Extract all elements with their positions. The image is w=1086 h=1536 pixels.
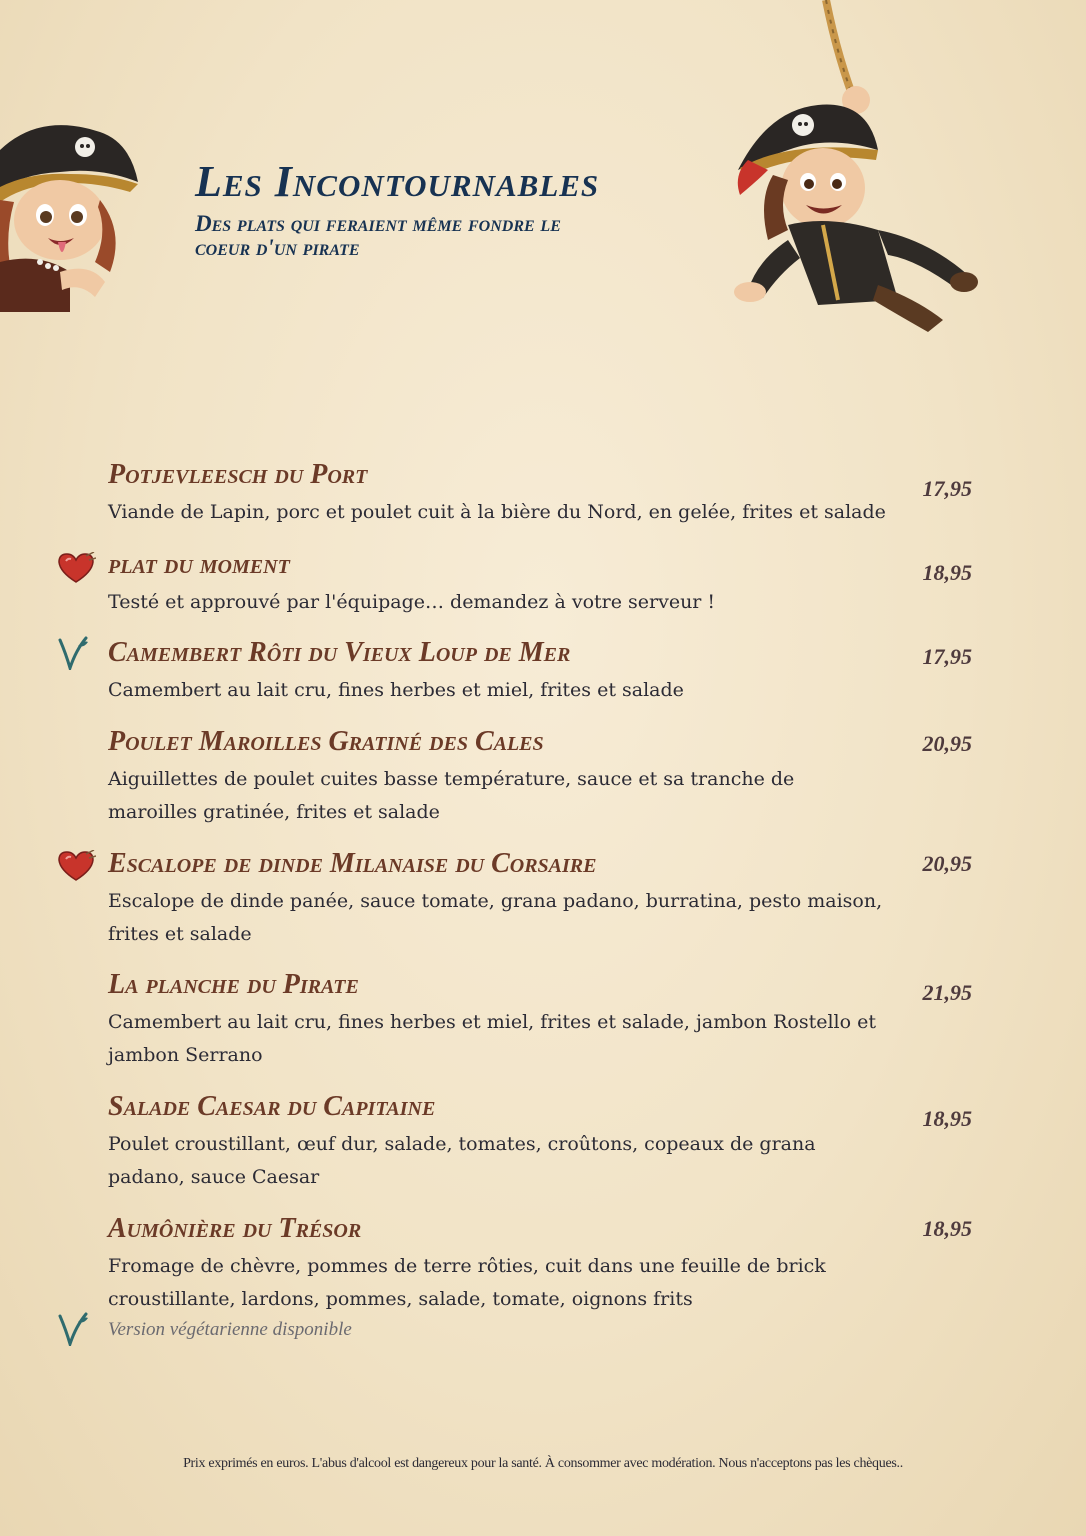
dish-description: Camembert au lait cru, fines herbes et miel, frites et salade bbox=[108, 679, 684, 701]
dish-description: Poulet croustillant, œuf dur, salade, tomates, croûtons, copeaux de grana padano, sauce Caesar bbox=[108, 1133, 816, 1188]
dish-price: 18,95 bbox=[922, 560, 972, 585]
dish-name: Potjevleesch du Port bbox=[108, 459, 368, 490]
menu-item bbox=[108, 550, 988, 619]
dish-description: Aiguillettes de poulet cuites basse température, sauce et sa tranche de maroilles gratinée, frites et salade bbox=[108, 768, 795, 823]
dish-price: 18,95 bbox=[922, 1216, 972, 1241]
heart-icon bbox=[56, 552, 96, 588]
menu-item bbox=[108, 460, 988, 529]
dish-description: Fromage de chèvre, pommes de terre rôties, cuit dans une feuille de brick croustillante, lardons, pommes, salade, tomate, oignons frits bbox=[108, 1255, 826, 1310]
menu-item bbox=[108, 1214, 988, 1344]
dish-price: 18,95 bbox=[922, 1106, 972, 1131]
section-subtitle: Des plats qui feraient même fondre le coeur d'un pirate bbox=[195, 211, 561, 260]
dish-price: 17,95 bbox=[922, 476, 972, 501]
pirate-girl-illustration bbox=[0, 112, 140, 312]
dish-name: plat du moment bbox=[108, 549, 290, 580]
dish-description: Camembert au lait cru, fines herbes et miel, frites et salade, jambon Rostello et jambon Serrano bbox=[108, 1011, 876, 1066]
menu-item bbox=[108, 1092, 988, 1194]
legal-footer: Prix exprimés en euros. L'abus d'alcool est dangereux pour la santé. À consommer avec modération. Nous n'acceptons pas les chèques.. bbox=[183, 1456, 903, 1471]
dish-description: Escalope de dinde panée, sauce tomate, grana padano, burratina, pesto maison, frites et salade bbox=[108, 890, 883, 945]
menu-item bbox=[108, 849, 988, 951]
dish-price: 17,95 bbox=[922, 644, 972, 669]
dish-name: La planche du Pirate bbox=[108, 969, 359, 1000]
section-title: Les Incontournables bbox=[195, 157, 600, 206]
dish-name: Salade Caesar du Capitaine bbox=[108, 1091, 436, 1122]
dish-name: Poulet Maroilles Gratiné des Cales bbox=[108, 726, 544, 757]
vegetarian-note: Version végétarienne disponible bbox=[108, 1319, 352, 1340]
menu-item bbox=[108, 638, 988, 707]
dish-name: Camembert Rôti du Vieux Loup de Mer bbox=[108, 637, 571, 668]
dish-name: Aumônière du Trésor bbox=[108, 1213, 362, 1244]
menu-header bbox=[195, 158, 715, 260]
menu-item bbox=[108, 727, 988, 829]
vegetarian-leaf-icon bbox=[56, 636, 90, 674]
dish-price: 21,95 bbox=[922, 980, 972, 1005]
dish-name: Escalope de dinde Milanaise du Corsaire bbox=[108, 848, 597, 879]
pirate-captain-on-rope-illustration bbox=[728, 0, 988, 335]
dish-price: 20,95 bbox=[922, 731, 972, 756]
menu-item bbox=[108, 970, 988, 1072]
dish-description: Viande de Lapin, porc et poulet cuit à la bière du Nord, en gelée, frites et salade bbox=[108, 501, 886, 523]
dish-description: Testé et approuvé par l'équipage… demandez à votre serveur ! bbox=[108, 591, 716, 613]
dish-price: 20,95 bbox=[922, 851, 972, 876]
vegetarian-leaf-icon bbox=[56, 1312, 90, 1350]
heart-icon bbox=[56, 850, 96, 886]
